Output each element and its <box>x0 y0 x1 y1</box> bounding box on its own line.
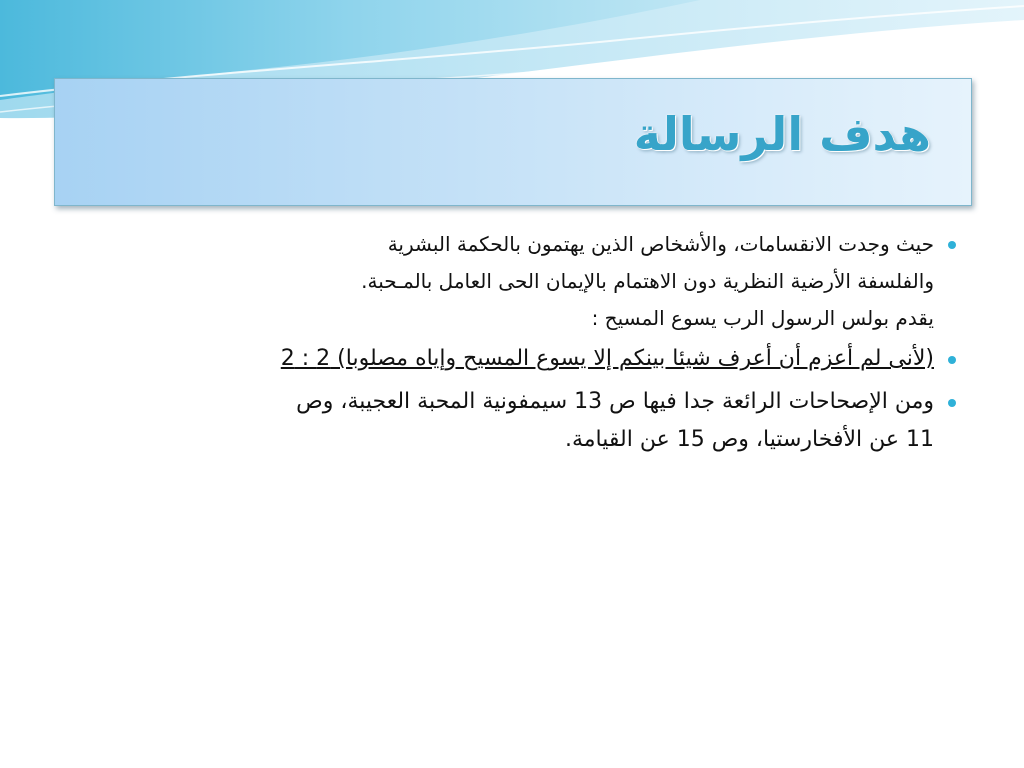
bullet-3-line-2: 11 عن الأفخارستيا، وص 15 عن القيامة. <box>564 427 934 452</box>
bullet-3-line-1: ومن الإصحاحات الرائعة جدا فيها ص 13 سيمفونية المحبة العجيبة، وص <box>296 389 934 414</box>
bullet-item-1 <box>58 226 934 337</box>
bullet-icon <box>948 356 956 364</box>
bullet-icon <box>948 241 956 249</box>
bullet-2-text: (لأنى لم أعزم أن أعرف شيئا بينكم إلا يسوع المسيح وإياه مصلوبا) 2 : 2 <box>280 346 934 371</box>
bullet-1-line-1: حيث وجدت الانقسامات، والأشخاص الذين يهتمون بالحكمة البشرية <box>387 232 934 256</box>
bullet-item-3 <box>58 383 934 459</box>
bullet-1-line-2: والفلسفة الأرضية النظرية دون الاهتمام بالإيمان الحى العامل بالمـحبة. <box>361 269 934 293</box>
bullet-1-line-3: يقدم بولس الرسول الرب يسوع المسيح : <box>591 306 934 330</box>
slide-content <box>58 226 934 459</box>
slide-title: هدف الرسالة <box>633 107 931 161</box>
title-box <box>54 78 972 206</box>
bullet-icon <box>948 399 956 407</box>
bullet-item-2 <box>58 339 934 379</box>
